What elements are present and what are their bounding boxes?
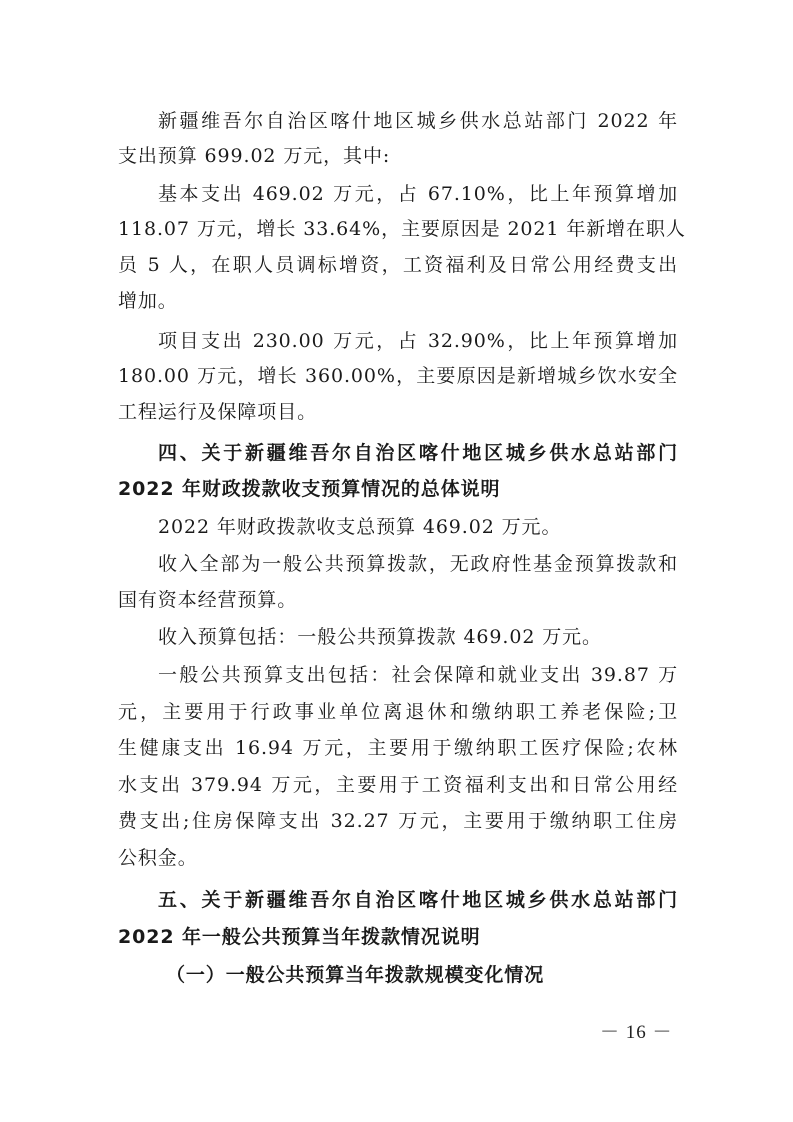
paragraph-line: 收入预算包括：一般公共预算拨款 469.02 万元。 bbox=[158, 626, 602, 648]
paragraph-line: 元，主要用于行政事业单位离退休和缴纳职工养老保险;卫 bbox=[118, 701, 678, 723]
subsection-heading: （一）一般公共预算当年拨款规模变化情况 bbox=[166, 964, 545, 986]
paragraph-line: 国有资本经营预算。 bbox=[118, 589, 298, 611]
paragraph-line: 2022 年财政拨款收支总预算 469.02 万元。 bbox=[158, 516, 562, 538]
paragraph-line: 公积金。 bbox=[118, 847, 198, 869]
paragraph-line: 新疆维吾尔自治区喀什地区城乡供水总站部门 2022 年 bbox=[158, 110, 678, 132]
paragraph-line: 生健康支出 16.94 万元，主要用于缴纳职工医疗保险;农林 bbox=[118, 737, 678, 759]
paragraph-line: 增加。 bbox=[118, 290, 178, 312]
paragraph-line: 员 5 人，在职人员调标增资，工资福利及日常公用经费支出 bbox=[118, 254, 678, 276]
paragraph-line: 基本支出 469.02 万元，占 67.10%，比上年预算增加 bbox=[158, 183, 678, 205]
paragraph-line: 一般公共预算支出包括：社会保障和就业支出 39.87 万 bbox=[158, 664, 678, 686]
paragraph-line: 118.07 万元，增长 33.64%，主要原因是 2021 年新增在职人 bbox=[118, 218, 686, 240]
paragraph-line: 费支出;住房保障支出 32.27 万元，主要用于缴纳职工住房 bbox=[118, 810, 678, 832]
section-heading: 四、关于新疆维吾尔自治区喀什地区城乡供水总站部门 bbox=[158, 442, 678, 464]
paragraph-line: 项目支出 230.00 万元，占 32.90%，比上年预算增加 bbox=[158, 330, 678, 352]
section-heading: 五、关于新疆维吾尔自治区喀什地区城乡供水总站部门 bbox=[158, 889, 678, 911]
paragraph-line: 收入全部为一般公共预算拨款，无政府性基金预算拨款和 bbox=[158, 553, 678, 575]
paragraph-line: 水支出 379.94 万元，主要用于工资福利支出和日常公用经 bbox=[118, 774, 678, 796]
paragraph-line: 工程运行及保障项目。 bbox=[118, 401, 318, 423]
page-number: － 16 － bbox=[600, 1022, 673, 1043]
section-heading: 2022 年一般公共预算当年拨款情况说明 bbox=[118, 926, 481, 948]
section-heading: 2022 年财政拨款收支预算情况的总体说明 bbox=[118, 478, 501, 500]
paragraph-line: 180.00 万元，增长 360.00%，主要原因是新增城乡饮水安全 bbox=[118, 365, 678, 387]
paragraph-line: 支出预算 699.02 万元，其中: bbox=[118, 145, 391, 167]
